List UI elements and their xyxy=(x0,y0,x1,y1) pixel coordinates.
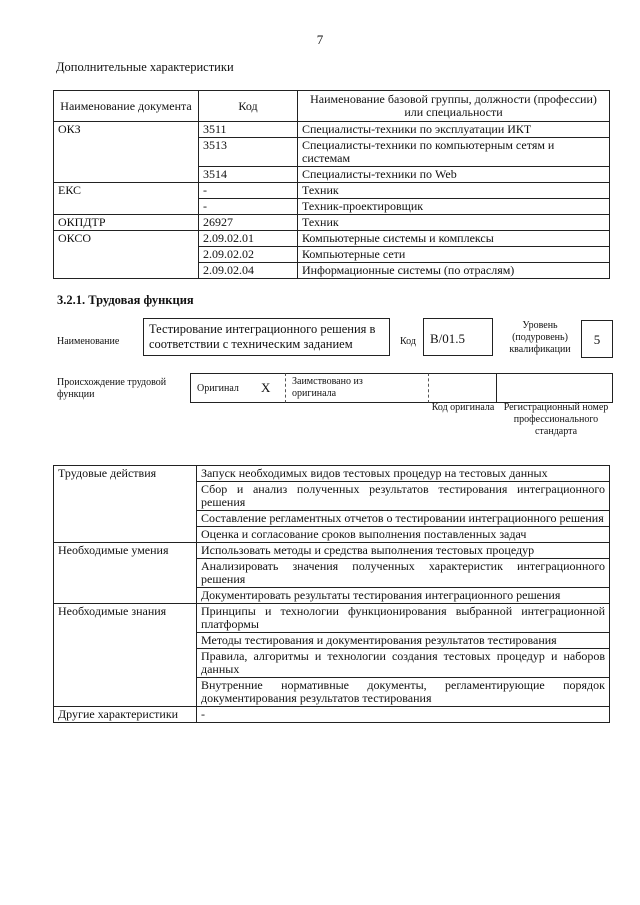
section-title: 3.2.1. Трудовая функция xyxy=(57,293,194,307)
doc-okpdtr: ОКПДТР xyxy=(54,215,199,231)
category-required-skills: Необходимые умения xyxy=(54,543,197,604)
name-cell: Специалисты-техники по эксплуатации ИКТ xyxy=(298,122,610,138)
detail-item: Правила, алгоритмы и технологии создания тестовых процедур и наборов данных xyxy=(197,649,610,678)
code-cell: 26927 xyxy=(199,215,298,231)
level-label: Уровень (подуровень) квалификации xyxy=(509,320,571,355)
detail-item: Документировать результаты тестирования интеграционного решения xyxy=(197,588,610,604)
code-cell: 3513 xyxy=(199,138,298,167)
detail-item: - xyxy=(197,707,610,723)
detail-item: Оценка и согласование сроков выполнения поставленных задач xyxy=(197,527,610,543)
name-cell: Информационные системы (по отраслям) xyxy=(298,263,610,279)
detail-item: Сбор и анализ полученных результатов тестирования интеграционного решения xyxy=(197,482,610,511)
name-label: Наименование xyxy=(57,336,120,347)
name-cell: Специалисты-техники по Web xyxy=(298,167,610,183)
doc-okso: ОКСО xyxy=(54,231,199,279)
detail-item: Анализировать значения полученных характеристик интеграционного решения xyxy=(197,559,610,588)
table-row xyxy=(54,604,610,633)
original-cell xyxy=(190,373,286,403)
function-code-box xyxy=(423,318,493,356)
detail-item: Использовать методы и средства выполнения тестовых процедур xyxy=(197,543,610,559)
borrowed-cell xyxy=(286,373,429,403)
function-code-value: B/01.5 xyxy=(430,331,466,346)
original-code-caption: Код оригинала xyxy=(431,402,495,413)
table-row xyxy=(54,215,610,231)
name-cell: Техник-проектировщик xyxy=(298,199,610,215)
original-code-cell xyxy=(429,373,497,403)
level-box xyxy=(581,320,613,358)
page-number: 7 xyxy=(316,32,324,47)
function-name-box xyxy=(143,318,390,356)
table-row xyxy=(54,231,610,247)
registration-caption: Регистрационный номер профессионального стандарта xyxy=(503,402,609,437)
header-name: Наименование базовой группы, должности (профессии) или специальности xyxy=(298,91,610,122)
header-code: Код xyxy=(199,91,298,122)
extra-characteristics-table xyxy=(53,90,610,279)
table-row xyxy=(54,543,610,559)
doc-eks: ЕКС xyxy=(54,183,199,215)
origin-label: Происхождение трудовой функции xyxy=(57,377,167,400)
code-cell: 2.09.02.04 xyxy=(199,263,298,279)
table-row xyxy=(54,183,610,199)
table-row xyxy=(54,707,610,723)
original-mark: X xyxy=(261,380,271,395)
table-row xyxy=(54,466,610,482)
code-cell: - xyxy=(199,199,298,215)
registration-number-cell xyxy=(497,373,613,403)
code-cell: 3511 xyxy=(199,122,298,138)
detail-item: Составление регламентных отчетов о тестировании интеграционного решения xyxy=(197,511,610,527)
detail-item: Запуск необходимых видов тестовых процедур на тестовых данных xyxy=(197,466,610,482)
doc-okz: ОКЗ xyxy=(54,122,199,183)
code-label: Код xyxy=(400,336,416,347)
category-required-knowledge: Необходимые знания xyxy=(54,604,197,707)
labor-function-details-table xyxy=(53,465,610,723)
code-cell: 2.09.02.02 xyxy=(199,247,298,263)
table-row xyxy=(54,122,610,138)
code-cell: 3514 xyxy=(199,167,298,183)
code-cell: 2.09.02.01 xyxy=(199,231,298,247)
detail-item: Методы тестирования и документирования результатов тестирования xyxy=(197,633,610,649)
name-cell: Компьютерные системы и комплексы xyxy=(298,231,610,247)
detail-item: Внутренние нормативные документы, регламентирующие порядок документирования результатов тестирования xyxy=(197,678,610,707)
extra-characteristics-title: Дополнительные характеристики xyxy=(56,60,234,74)
function-name-value: Тестирование интеграционного решения в соответствии с техническим заданием xyxy=(149,322,376,351)
name-cell: Специалисты-техники по компьютерным сетям и системам xyxy=(298,138,610,167)
code-cell: - xyxy=(199,183,298,199)
table-header-row xyxy=(54,91,610,122)
header-document: Наименование документа xyxy=(54,91,199,122)
name-cell: Техник xyxy=(298,215,610,231)
name-cell: Техник xyxy=(298,183,610,199)
category-labor-actions: Трудовые действия xyxy=(54,466,197,543)
detail-item: Принципы и технологии функционирования выбранной интеграционной платформы xyxy=(197,604,610,633)
category-other: Другие характеристики xyxy=(54,707,197,723)
name-cell: Компьютерные сети xyxy=(298,247,610,263)
borrowed-label: Заимствовано из оригинала xyxy=(292,376,363,399)
level-value: 5 xyxy=(593,332,601,347)
original-label: Оригинал xyxy=(197,383,239,394)
